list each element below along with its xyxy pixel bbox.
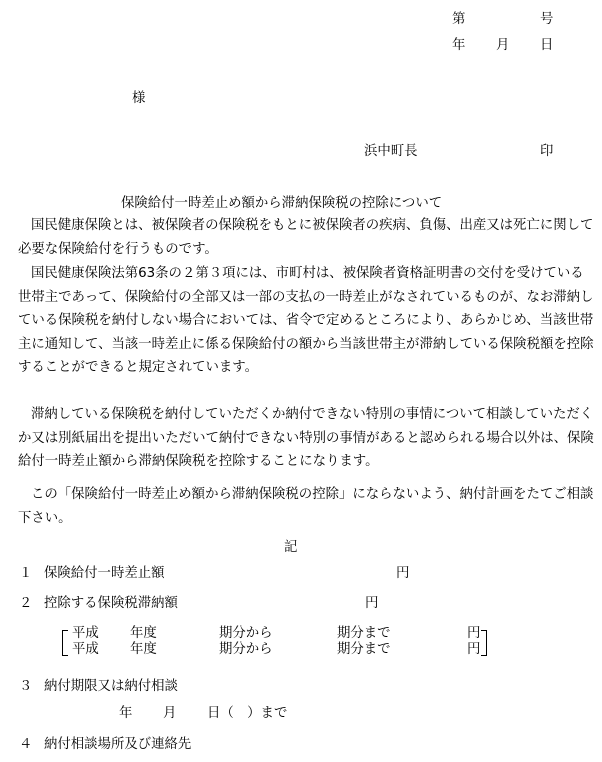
period-yen: 円: [467, 626, 481, 641]
item-unit: 円: [396, 566, 410, 581]
seal-mark: 印: [540, 144, 554, 159]
item-number: ２: [19, 596, 33, 611]
ki-heading: 記: [284, 540, 298, 555]
item-label: 納付期限又は納付相談: [44, 679, 178, 694]
body-paragraph-4: この「保険給付一時差止め額から滞納保険税の控除」にならないよう、納付計画をたてご相談下さい。: [18, 487, 594, 526]
deadline-month: 月: [163, 706, 177, 721]
body-paragraph-1: 国民健康保険とは、被保険者の保険税をもとに被保険者の疾病、負傷、出産又は死亡に関して必要な保険給付を行うものです。: [18, 218, 594, 257]
item-label: 控除する保険税滞納額: [44, 596, 178, 611]
period-nendo: 年度: [130, 642, 157, 657]
document-title: 保険給付一時差止め額から滞納保険税の控除について: [121, 196, 443, 211]
number-prefix: 第: [452, 12, 466, 27]
period-from: 期分から: [219, 642, 273, 657]
item-number: ３: [19, 679, 33, 694]
deadline-day: 日（ ）まで: [207, 706, 288, 721]
deadline-year: 年: [119, 706, 133, 721]
date-month: 月: [496, 38, 510, 53]
item-label: 納付相談場所及び連絡先: [44, 737, 192, 752]
item-label: 保険給付一時差止額: [44, 566, 165, 581]
right-bracket: [481, 630, 487, 656]
period-era: 平成: [72, 626, 99, 641]
period-from: 期分から: [219, 626, 273, 641]
left-bracket: [62, 630, 68, 656]
date-year: 年: [452, 38, 466, 53]
sender-name: 浜中町長: [364, 144, 418, 159]
item-number: ４: [19, 737, 33, 752]
period-nendo: 年度: [130, 626, 157, 641]
body-paragraph-2: 国民健康保険法第63条の２第３項には、市町村は、被保険者資格証明書の交付を受けている世帯主であって、保険給付の全部又は一部の支払の一時差止がなされているものが、なお滞納している保険税を納付しない場合においては、省令で定めるところにより、あらかじめ、当該世帯主に通知して、当該一時差止に係る保険給付の額から当該世帯主が滞納している保険税額を控除することができると規定されています。: [18, 266, 594, 376]
number-suffix: 号: [540, 12, 554, 27]
period-to: 期分まで: [337, 626, 391, 641]
date-day: 日: [540, 38, 554, 53]
period-to: 期分まで: [337, 642, 391, 657]
body-paragraph-3: 滞納している保険税を納付していただくか納付できない特別の事情について相談していただくか又は別紙届出を提出いただいて納付できない特別の事情があると認められる場合以外は、保険給付一時差止額から滞納保険税を控除することになります。: [18, 407, 594, 470]
period-era: 平成: [72, 642, 99, 657]
period-yen: 円: [467, 642, 481, 657]
addressee-honorific: 様: [132, 91, 146, 106]
item-unit: 円: [365, 596, 379, 611]
item-number: １: [19, 566, 33, 581]
